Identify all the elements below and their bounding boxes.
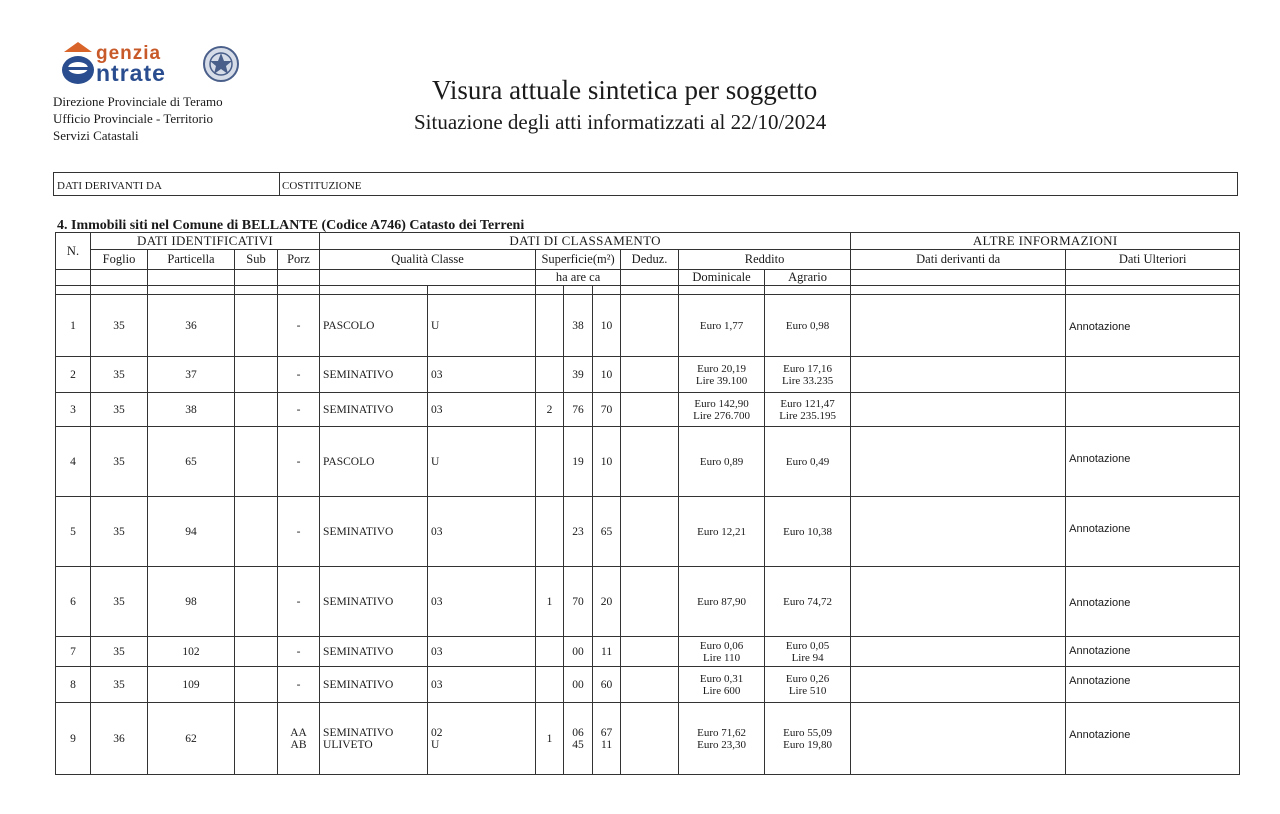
cell-deduz xyxy=(621,637,679,667)
cell-particella: 62 xyxy=(148,703,235,775)
table-row xyxy=(56,357,1240,393)
cell-qualita: SEMINATIVO xyxy=(320,357,428,393)
reddito-line2: Euro 19,80 xyxy=(783,738,833,751)
cell-ulteriori: Annotazione xyxy=(1066,427,1240,497)
reddito-euro: Euro 0,49 xyxy=(785,455,830,468)
cell-ulteriori: Annotazione xyxy=(1066,567,1240,637)
cell-n: 7 xyxy=(56,637,91,667)
reddito-euro: Euro 0,31 xyxy=(699,672,744,685)
cell-agrario xyxy=(765,393,851,427)
cell-are: 19 xyxy=(564,427,593,497)
reddito-line1: Euro 71,62 xyxy=(697,726,746,739)
reddito-lire: Lire 110 xyxy=(702,651,741,664)
dati-derivanti-label: DATI DERIVANTI DA xyxy=(57,180,162,192)
cell-are: 00 xyxy=(564,667,593,703)
cell-porz-line1: AA xyxy=(290,726,307,739)
cell-dominicale xyxy=(679,295,765,357)
cell-agrario xyxy=(765,497,851,567)
cell-ca: 11 xyxy=(593,637,621,667)
cell-n: 8 xyxy=(56,667,91,703)
cell-deduz xyxy=(621,667,679,703)
cell-dominicale xyxy=(679,497,765,567)
header-row-sub xyxy=(56,270,1240,286)
cell-n: 3 xyxy=(56,393,91,427)
cell-n: 4 xyxy=(56,427,91,497)
cell-are: 70 xyxy=(564,567,593,637)
cell-classe: 03 xyxy=(428,497,536,567)
document-subtitle: Situazione degli atti informatizzati al 22/10/2024 xyxy=(414,110,827,134)
table-row xyxy=(56,667,1240,703)
col-sub: Sub xyxy=(235,250,278,270)
cell-ha xyxy=(536,427,564,497)
cell-classe: 03 xyxy=(428,393,536,427)
cell-ca: 60 xyxy=(593,667,621,703)
cell-porz: - xyxy=(278,637,320,667)
cell-particella: 98 xyxy=(148,567,235,637)
cell-ulteriori xyxy=(1066,393,1240,427)
cell-particella: 109 xyxy=(148,667,235,703)
cell-are: 23 xyxy=(564,497,593,567)
reddito-lire: Lire 33.235 xyxy=(781,374,834,387)
cell-particella: 94 xyxy=(148,497,235,567)
cell-classe: 03 xyxy=(428,637,536,667)
cell-ha xyxy=(536,295,564,357)
cell-classe: 03 xyxy=(428,567,536,637)
cell-porz: - xyxy=(278,357,320,393)
reddito-euro: Euro 0,98 xyxy=(785,319,830,332)
cell-derivanti xyxy=(851,703,1066,775)
reddito-euro: Euro 121,47 xyxy=(780,397,835,410)
cell-porz: - xyxy=(278,427,320,497)
cell-porz-line2: AB xyxy=(290,738,307,751)
cell-deduz xyxy=(621,703,679,775)
cell-dominicale xyxy=(679,427,765,497)
reddito-line2: Euro 23,30 xyxy=(697,738,746,751)
cell-classe-line1: 02 xyxy=(431,726,443,739)
cell-qualita: PASCOLO xyxy=(320,427,428,497)
reddito-euro: Euro 10,38 xyxy=(783,525,833,538)
cell-deduz xyxy=(621,427,679,497)
reddito-euro: Euro 74,72 xyxy=(783,595,833,608)
cell-are xyxy=(564,703,593,775)
cell-porz: - xyxy=(278,497,320,567)
cell-ulteriori: Annotazione xyxy=(1066,667,1240,703)
cell-particella: 37 xyxy=(148,357,235,393)
cell-ca: 10 xyxy=(593,295,621,357)
emblem-icon xyxy=(204,47,238,81)
immobili-table xyxy=(55,232,1240,775)
cell-foglio: 35 xyxy=(91,637,148,667)
cell-ulteriori xyxy=(1066,357,1240,393)
col-qualita: Qualità Classe xyxy=(320,250,536,270)
cell-dominicale xyxy=(679,637,765,667)
cell-n: 6 xyxy=(56,567,91,637)
cell-deduz xyxy=(621,393,679,427)
cell-deduz xyxy=(621,497,679,567)
cell-qualita: SEMINATIVO xyxy=(320,567,428,637)
cell-n: 5 xyxy=(56,497,91,567)
cell-derivanti xyxy=(851,637,1066,667)
cell-ha: 2 xyxy=(536,393,564,427)
cell-dominicale xyxy=(679,667,765,703)
header-row-groups xyxy=(56,233,1240,250)
office-line: Ufficio Provinciale - Territorio xyxy=(53,111,213,126)
col-deduz: Deduz. xyxy=(621,250,679,270)
cell-dominicale xyxy=(679,567,765,637)
reddito-lire: Lire 94 xyxy=(791,651,824,664)
cell-qualita: PASCOLO xyxy=(320,295,428,357)
col-particella: Particella xyxy=(148,250,235,270)
cell-classe-line2: U xyxy=(431,738,440,751)
table-row xyxy=(56,567,1240,637)
cell-ca: 70 xyxy=(593,393,621,427)
table-row xyxy=(56,427,1240,497)
col-agrario: Agrario xyxy=(765,270,851,286)
cell-ca-line2: 11 xyxy=(601,738,613,751)
col-ha-are-ca: ha are ca xyxy=(536,270,621,286)
col-derivanti: Dati derivanti da xyxy=(851,250,1066,270)
col-porz: Porz xyxy=(278,250,320,270)
cell-classe xyxy=(428,703,536,775)
cell-agrario xyxy=(765,427,851,497)
col-ulteriori: Dati Ulteriori xyxy=(1066,250,1240,270)
cell-ha xyxy=(536,497,564,567)
cell-foglio: 35 xyxy=(91,567,148,637)
cell-deduz xyxy=(621,295,679,357)
cell-qualita: SEMINATIVO xyxy=(320,497,428,567)
logo-e-icon xyxy=(62,42,94,84)
cell-particella: 36 xyxy=(148,295,235,357)
cell-qualita-line1: SEMINATIVO xyxy=(323,726,394,739)
cell-ca: 20 xyxy=(593,567,621,637)
cell-agrario xyxy=(765,567,851,637)
document-title: Visura attuale sintetica per soggetto xyxy=(432,75,818,105)
cell-derivanti xyxy=(851,567,1066,637)
cell-porz: - xyxy=(278,567,320,637)
cell-derivanti xyxy=(851,667,1066,703)
reddito-euro: Euro 87,90 xyxy=(697,595,746,608)
reddito-euro: Euro 0,89 xyxy=(699,455,744,468)
reddito-lire: Lire 235.195 xyxy=(779,409,837,422)
logo-wordmark xyxy=(96,44,166,85)
section-title: 4. Immobili siti nel Comune di BELLANTE (Codice A746) Catasto dei Terreni xyxy=(57,218,525,233)
cell-are: 38 xyxy=(564,295,593,357)
reddito-euro: Euro 17,16 xyxy=(783,362,833,375)
col-foglio: Foglio xyxy=(91,250,148,270)
reddito-euro: Euro 1,77 xyxy=(699,319,744,332)
cell-agrario xyxy=(765,637,851,667)
cell-ulteriori: Annotazione xyxy=(1066,637,1240,667)
spacer-row xyxy=(56,286,1240,295)
cell-particella: 65 xyxy=(148,427,235,497)
cell-ca: 10 xyxy=(593,357,621,393)
reddito-lire: Lire 276.700 xyxy=(693,409,750,422)
cell-agrario xyxy=(765,357,851,393)
cell-foglio: 35 xyxy=(91,295,148,357)
cell-are: 39 xyxy=(564,357,593,393)
cell-classe: 03 xyxy=(428,357,536,393)
group-identificativi: DATI IDENTIFICATIVI xyxy=(91,233,320,250)
cell-derivanti xyxy=(851,497,1066,567)
cell-n: 9 xyxy=(56,703,91,775)
dati-derivanti-box xyxy=(53,172,1238,196)
cell-dominicale xyxy=(679,703,765,775)
office-block xyxy=(53,93,223,144)
reddito-euro: Euro 0,05 xyxy=(785,639,830,652)
cell-derivanti xyxy=(851,295,1066,357)
cell-ulteriori: Annotazione xyxy=(1066,295,1240,357)
cell-qualita: SEMINATIVO xyxy=(320,667,428,703)
cell-ca: 10 xyxy=(593,427,621,497)
cell-foglio: 36 xyxy=(91,703,148,775)
cell-derivanti xyxy=(851,357,1066,393)
table-row xyxy=(56,637,1240,667)
col-n: N. xyxy=(56,233,91,270)
cell-sub xyxy=(235,667,278,703)
cell-sub xyxy=(235,427,278,497)
cell-porz: - xyxy=(278,393,320,427)
cell-porz: - xyxy=(278,295,320,357)
cell-derivanti xyxy=(851,393,1066,427)
dati-derivanti-value: COSTITUZIONE xyxy=(282,180,362,192)
reddito-euro: Euro 12,21 xyxy=(697,525,746,538)
office-line: Servizi Catastali xyxy=(53,128,139,143)
cell-ha-line1: 1 xyxy=(546,732,553,745)
cell-derivanti xyxy=(851,427,1066,497)
cell-foglio: 35 xyxy=(91,497,148,567)
group-classamento: DATI DI CLASSAMENTO xyxy=(320,233,851,250)
table-row xyxy=(56,393,1240,427)
cell-ca-line1: 67 xyxy=(600,726,613,739)
cell-ulteriori: Annotazione xyxy=(1066,497,1240,567)
cell-qualita xyxy=(320,703,428,775)
cell-are: 76 xyxy=(564,393,593,427)
logo-line2: ntrate xyxy=(96,60,166,86)
cell-deduz xyxy=(621,567,679,637)
cell-sub xyxy=(235,357,278,393)
cell-are-line1: 06 xyxy=(572,726,584,739)
cell-qualita: SEMINATIVO xyxy=(320,393,428,427)
table-row xyxy=(56,295,1240,357)
reddito-euro: Euro 20,19 xyxy=(697,362,746,375)
cell-foglio: 35 xyxy=(91,427,148,497)
cell-agrario xyxy=(765,703,851,775)
cell-foglio: 35 xyxy=(91,667,148,703)
reddito-lire: Lire 510 xyxy=(788,684,827,697)
cell-qualita-line2: ULIVETO xyxy=(323,738,373,751)
cell-ca: 65 xyxy=(593,497,621,567)
table-row xyxy=(56,497,1240,567)
cell-porz: - xyxy=(278,667,320,703)
group-altre: ALTRE INFORMAZIONI xyxy=(851,233,1240,250)
table-body xyxy=(56,286,1240,775)
reddito-line1: Euro 55,09 xyxy=(783,726,833,739)
office-line: Direzione Provinciale di Teramo xyxy=(53,94,223,109)
cell-sub xyxy=(235,637,278,667)
reddito-euro: Euro 142,90 xyxy=(694,397,749,410)
cell-sub xyxy=(235,497,278,567)
reddito-lire: Lire 39.100 xyxy=(695,374,748,387)
reddito-euro: Euro 0,06 xyxy=(699,639,744,652)
cell-classe: U xyxy=(428,427,536,497)
cell-dominicale xyxy=(679,393,765,427)
col-dominicale: Dominicale xyxy=(679,270,765,286)
cell-agrario xyxy=(765,295,851,357)
reddito-euro: Euro 0,26 xyxy=(785,672,830,685)
col-reddito: Reddito xyxy=(679,250,851,270)
cell-foglio: 35 xyxy=(91,393,148,427)
cell-sub xyxy=(235,393,278,427)
cell-deduz xyxy=(621,357,679,393)
cell-classe: U xyxy=(428,295,536,357)
cell-dominicale xyxy=(679,357,765,393)
cell-ulteriori: Annotazione xyxy=(1066,703,1240,775)
col-superficie: Superficie(m²) xyxy=(536,250,621,270)
cell-n: 1 xyxy=(56,295,91,357)
cell-sub xyxy=(235,567,278,637)
cell-particella: 38 xyxy=(148,393,235,427)
cell-are: 00 xyxy=(564,637,593,667)
cell-n: 2 xyxy=(56,357,91,393)
cell-ca xyxy=(593,703,621,775)
cell-ha xyxy=(536,637,564,667)
cell-sub xyxy=(235,703,278,775)
cell-are-line2: 45 xyxy=(572,738,584,751)
cell-classe: 03 xyxy=(428,667,536,703)
reddito-lire: Lire 600 xyxy=(702,684,741,697)
cell-sub xyxy=(235,295,278,357)
cell-ha xyxy=(536,667,564,703)
cell-qualita: SEMINATIVO xyxy=(320,637,428,667)
cell-ha: 1 xyxy=(536,567,564,637)
cell-porz xyxy=(278,703,320,775)
cell-particella: 102 xyxy=(148,637,235,667)
cell-ha xyxy=(536,357,564,393)
cell-ha xyxy=(536,703,564,775)
table-row xyxy=(56,703,1240,775)
header-row-columns xyxy=(56,250,1240,270)
logo-line1: genzia xyxy=(96,43,162,64)
cell-foglio: 35 xyxy=(91,357,148,393)
cell-agrario xyxy=(765,667,851,703)
